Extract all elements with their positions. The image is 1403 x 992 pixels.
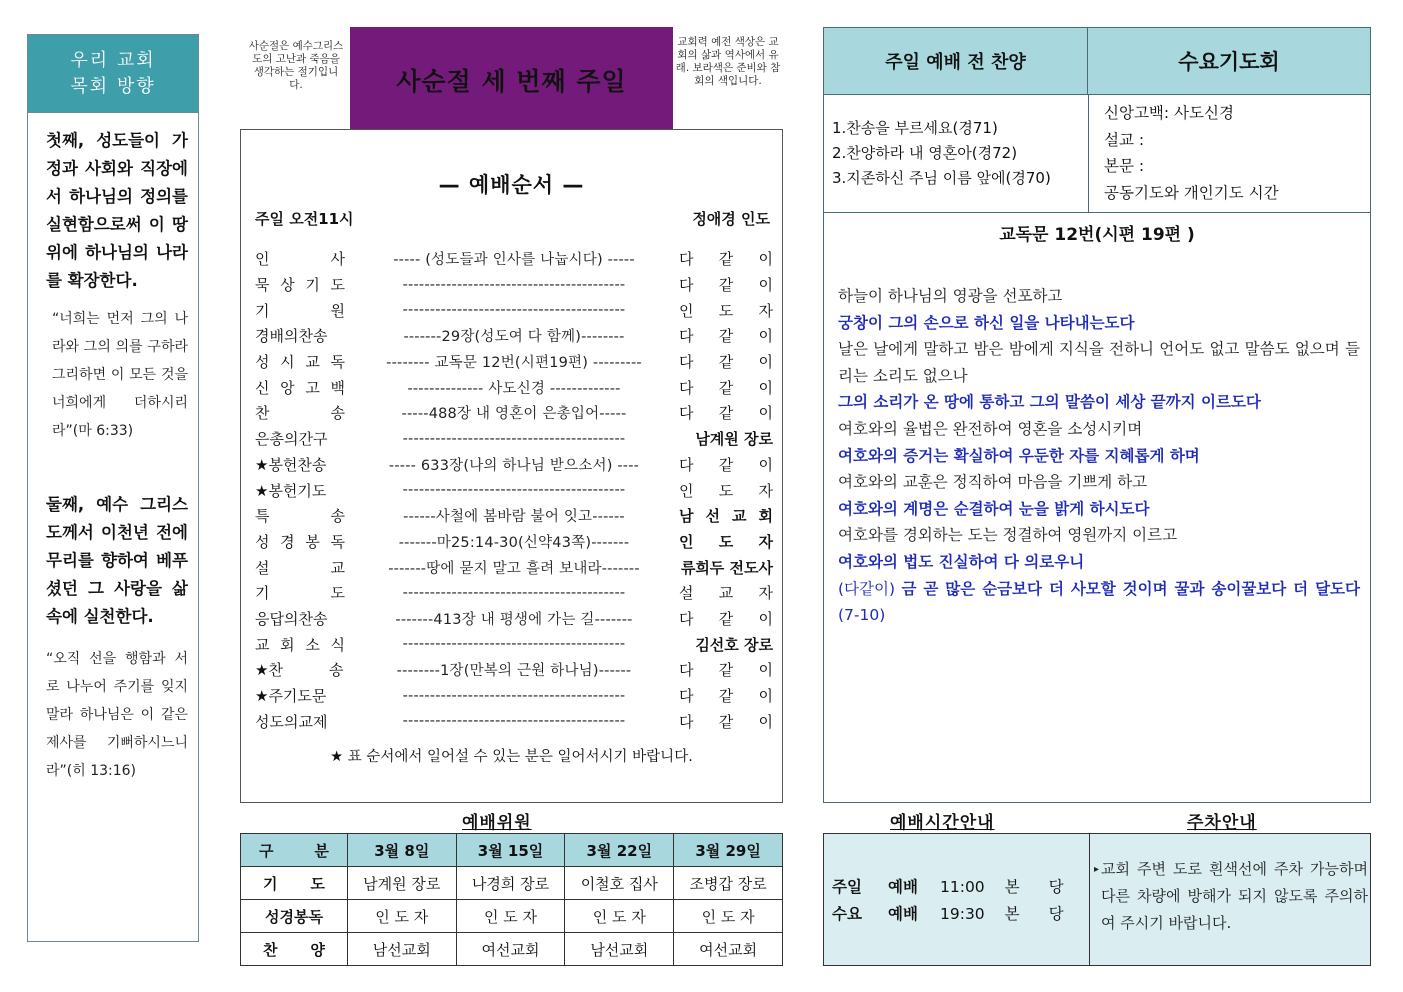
direction-point-2: 둘째, 예수 그리스도께서 이천년 전에 무리를 향하여 베푸셨던 그 사랑을 삶 속에 실천한다.	[46, 495, 188, 626]
worship-time: 주일 오전11시	[255, 210, 354, 228]
wednesday-item: 설교 :	[1104, 130, 1145, 149]
worship-order-title: — 예배순서 —	[438, 173, 585, 197]
order-item-performer: 김선호 장로	[695, 635, 773, 654]
worship-leader: 정애경 인도	[692, 210, 770, 228]
order-item-performer: 다 같 이	[679, 712, 773, 731]
bullet-icon: ▸	[1094, 864, 1100, 875]
order-item-performer: 다 같 이	[679, 661, 773, 680]
staff-cell: 인 도 자	[456, 900, 565, 933]
order-item-performer: 다 같 이	[679, 378, 773, 397]
order-item-detail: -----------------------------------------	[402, 687, 626, 704]
order-item-performer: 다 같 이	[679, 353, 773, 372]
staff-title: 예배위원	[462, 813, 532, 833]
order-item-name: 은총의간구	[255, 430, 328, 449]
wednesday-item: 신앙고백: 사도신경	[1104, 104, 1234, 122]
order-item-performer: 인 도 자	[679, 301, 773, 320]
order-item-name: 신 앙 고 백	[255, 378, 345, 397]
order-item-detail: -------땅에 묻지 말고 흘려 보내라-------	[388, 560, 640, 577]
worship-order-row	[255, 631, 773, 657]
worship-order-row	[255, 426, 773, 452]
leader-line: 여호와를 경외하는 도는 정결하여 영원까지 이르고	[838, 526, 1178, 545]
people-line: 여호와의 계명은 순결하여 눈을 밝게 하시도다	[838, 499, 1150, 518]
schedule-item: 주일 예배 11:00 본 당	[832, 878, 1076, 896]
order-item-performer: 다 같 이	[679, 404, 773, 423]
order-item-detail: -------마25:14-30(신약43쪽)-------	[398, 534, 630, 551]
worship-order-row	[255, 683, 773, 709]
schedule-list	[832, 874, 1076, 928]
wednesday-item: 본문 :	[1104, 157, 1145, 176]
order-item-name: 인 사	[255, 250, 345, 269]
order-item-detail: -------- 교독문 12번(시편19편) ---------	[386, 355, 642, 372]
order-item-detail: -----------------------------------------	[402, 302, 626, 319]
order-item-performer: 다 같 이	[679, 609, 773, 628]
worship-order-row	[255, 708, 773, 734]
order-item-detail: ----- 633장(나의 하나님 받으소서) ----	[388, 457, 640, 474]
wednesday-heading: 수요기도회	[1088, 28, 1370, 94]
order-item-name: 경배의찬송	[255, 327, 328, 346]
heading-line-2: 목회 방향	[70, 76, 156, 97]
staff-header-cell: 3월 22일	[565, 834, 674, 867]
responsive-reading-title: 교독문 12번(시편 19편 )	[999, 225, 1195, 245]
worship-order-row	[255, 452, 773, 478]
wednesday-item: 공동기도와 개인기도 시간	[1104, 184, 1279, 203]
order-item-detail: -----------------------------------------	[402, 482, 626, 499]
page-title: 사순절 세 번째 주일	[396, 67, 627, 96]
people-line: 여호와의 법도 진실하여 다 의로우니	[838, 552, 1085, 571]
praise-item: 2.찬양하라 내 영혼아(경72)	[832, 144, 1018, 162]
unison-line: (다같이) 금 곧 많은 순금보다 더 사모할 것이며 꿀과 송이꿀보다 더 달도다(7-10)	[838, 579, 1360, 625]
staff-header-cell: 구 분	[241, 834, 348, 867]
praise-and-wednesday-panel	[823, 27, 1371, 213]
order-item-detail: --------1장(만복의 근원 하나님)------	[396, 663, 632, 680]
schedule-parking-panel	[823, 833, 1371, 966]
worship-order-row	[255, 400, 773, 426]
order-item-name: 성도의교제	[255, 712, 328, 731]
order-item-name: 찬 송	[255, 404, 345, 423]
order-item-detail: -----488장 내 영혼이 은총입어-----	[401, 406, 627, 423]
people-line: 궁창이 그의 손으로 하신 일을 나타내는도다	[838, 313, 1135, 332]
lent-note: 사순절은 예수그리스도의 고난과 죽음을 생각하는 절기입니다.	[248, 40, 344, 91]
order-item-name: 기 도	[255, 584, 345, 603]
praise-heading: 주일 예배 전 찬양	[824, 28, 1088, 94]
order-item-name: ★봉헌기도	[255, 481, 327, 500]
liturgical-color-note: 교회력 예전 색상은 교회의 삶과 역사에서 유래. 보라색은 준비와 참회의 색입니다.	[675, 36, 781, 87]
staff-header-cell: 3월 15일	[456, 834, 565, 867]
worship-order-row	[255, 349, 773, 375]
parking-title: 주차안내	[1187, 813, 1257, 833]
people-line: 여호와의 증거는 확실하여 우둔한 자를 지혜롭게 하며	[838, 446, 1200, 465]
standing-note: ★ 표 순서에서 일어설 수 있는 분은 일어서시기 바랍니다.	[330, 749, 693, 765]
title-banner	[350, 27, 673, 129]
responsive-reading-panel	[823, 213, 1371, 803]
leader-line: 날은 날에게 말하고 밤은 밤에게 지식을 전하니 언어도 없고 말씀도 없으며 들리는 소리도 없으나	[838, 340, 1360, 385]
parking-info	[1094, 856, 1368, 937]
staff-header-cell: 3월 29일	[674, 834, 783, 867]
praise-list	[832, 116, 1051, 191]
worship-order-list	[255, 246, 773, 734]
staff-cell: 인 도 자	[674, 900, 783, 933]
staff-cell: 인 도 자	[347, 900, 456, 933]
responsive-reading-text	[838, 283, 1360, 629]
order-item-name: 설 교	[255, 558, 345, 577]
staff-cell: 나경희 장로	[456, 867, 565, 900]
order-item-name: 응답의찬송	[255, 609, 328, 628]
schedule-item: 수요 예배 19:30 본 당	[832, 905, 1076, 923]
order-item-performer: 설 교 자	[679, 584, 773, 603]
direction-quote-1: “너희는 먼저 그의 나라와 그의 의를 구하라 그리하면 이 모든 것을 너희에게 더하시리라”(마 6:33)	[52, 311, 188, 439]
worship-order-row	[255, 297, 773, 323]
church-direction-panel	[27, 34, 199, 942]
leader-line: 여호와의 율법은 완전하여 영혼을 소성시키며	[838, 419, 1143, 438]
staff-cell: 이철호 집사	[565, 867, 674, 900]
order-item-detail: -----------------------------------------	[402, 276, 626, 293]
people-line: 그의 소리가 온 땅에 통하고 그의 말씀이 세상 끝까지 이르도다	[838, 393, 1261, 412]
order-item-name: 기 원	[255, 301, 345, 320]
order-item-detail: -----------------------------------------	[402, 584, 626, 601]
worship-order-row	[255, 529, 773, 555]
worship-order-row	[255, 554, 773, 580]
order-item-detail: -------29장(성도여 다 함께)--------	[403, 329, 625, 346]
staff-cell: 조병갑 장로	[674, 867, 783, 900]
order-item-performer: 남계원 장로	[695, 430, 773, 449]
heading-line-1: 우리 교회	[70, 50, 156, 71]
order-item-detail: -----------------------------------------	[402, 713, 626, 730]
staff-header-cell: 3월 8일	[347, 834, 456, 867]
praise-item: 3.지존하신 주님 이름 앞에(경70)	[832, 169, 1051, 187]
worship-order-row	[255, 272, 773, 298]
order-item-performer: 인 도 자	[679, 481, 773, 500]
worship-order-row	[255, 580, 773, 606]
leader-line: 여호와의 교훈은 정직하여 마음을 기쁘게 하고	[838, 473, 1148, 492]
order-item-name: ★주기도문	[255, 687, 327, 706]
order-item-name: 교 회 소 식	[255, 635, 345, 654]
staff-role: 찬 양	[241, 933, 348, 966]
parking-text: 교회 주변 도로 흰색선에 주차 가능하며 다른 차량에 방해가 되지 않도록 주의하여 주시기 바랍니다.	[1101, 860, 1368, 932]
order-item-detail: -----------------------------------------	[402, 636, 626, 653]
praise-item: 1.찬송을 부르세요(경71)	[832, 119, 998, 137]
staff-cell: 여선교회	[674, 933, 783, 966]
worship-order-row	[255, 503, 773, 529]
staff-cell: 여선교회	[456, 933, 565, 966]
order-item-detail: -------413장 내 평생에 가는 길-------	[395, 611, 633, 628]
worship-order-row	[255, 323, 773, 349]
staff-header-row	[241, 834, 783, 867]
order-item-name: ★봉헌찬송	[255, 455, 327, 474]
leader-line: 하늘이 하나님의 영광을 선포하고	[838, 287, 1063, 305]
order-item-name: 성 경 봉 독	[255, 532, 345, 551]
worship-order-row	[255, 657, 773, 683]
worship-order-row	[255, 246, 773, 272]
order-item-name: 특 송	[255, 507, 345, 526]
staff-cell: 남선교회	[347, 933, 456, 966]
order-item-name: ★찬 송	[255, 661, 344, 680]
staff-table	[240, 833, 783, 966]
church-direction-heading	[28, 35, 198, 113]
worship-order-row	[255, 477, 773, 503]
order-item-performer: 다 같 이	[679, 455, 773, 474]
order-item-performer: 다 같 이	[679, 276, 773, 295]
direction-quote-2: “오직 선을 행함과 서로 나누어 주기를 잊지 말라 하나님은 이 같은 제사를 기뻐하시느니라”(히 13:16)	[46, 651, 188, 779]
order-item-detail: ------사철에 봄바람 불어 잇고------	[403, 509, 625, 526]
staff-cell: 인 도 자	[565, 900, 674, 933]
order-item-detail: ----- (성도들과 인사를 나눕시다) -----	[393, 252, 635, 269]
order-item-detail: -------------- 사도신경 -------------	[407, 380, 621, 397]
staff-cell: 남계원 장로	[347, 867, 456, 900]
order-item-performer: 류희두 전도사	[680, 558, 773, 577]
order-item-performer: 다 같 이	[679, 327, 773, 346]
order-item-name: 묵 상 기 도	[255, 276, 345, 295]
order-item-performer: 다 같 이	[679, 687, 773, 706]
direction-point-1: 첫째, 성도들이 가정과 사회와 직장에서 하나님의 정의를 실현함으로써 이 땅위에 하나님의 나라를 확장한다.	[46, 131, 188, 290]
staff-role: 기 도	[241, 867, 348, 900]
order-item-name: 성 시 교 독	[255, 353, 345, 372]
order-item-performer: 인 도 자	[679, 532, 773, 551]
staff-row	[241, 933, 783, 966]
staff-cell: 남선교회	[565, 933, 674, 966]
staff-role: 성경봉독	[241, 900, 348, 933]
order-item-performer: 다 같 이	[679, 250, 773, 269]
schedule-title: 예배시간안내	[890, 813, 995, 833]
staff-row	[241, 867, 783, 900]
staff-row	[241, 900, 783, 933]
worship-order-row	[255, 374, 773, 400]
order-item-detail: -----------------------------------------	[402, 430, 626, 447]
order-item-performer: 남 선 교 회	[679, 507, 773, 526]
worship-order-panel	[240, 129, 783, 803]
wednesday-list	[1104, 100, 1279, 207]
worship-order-row	[255, 606, 773, 632]
